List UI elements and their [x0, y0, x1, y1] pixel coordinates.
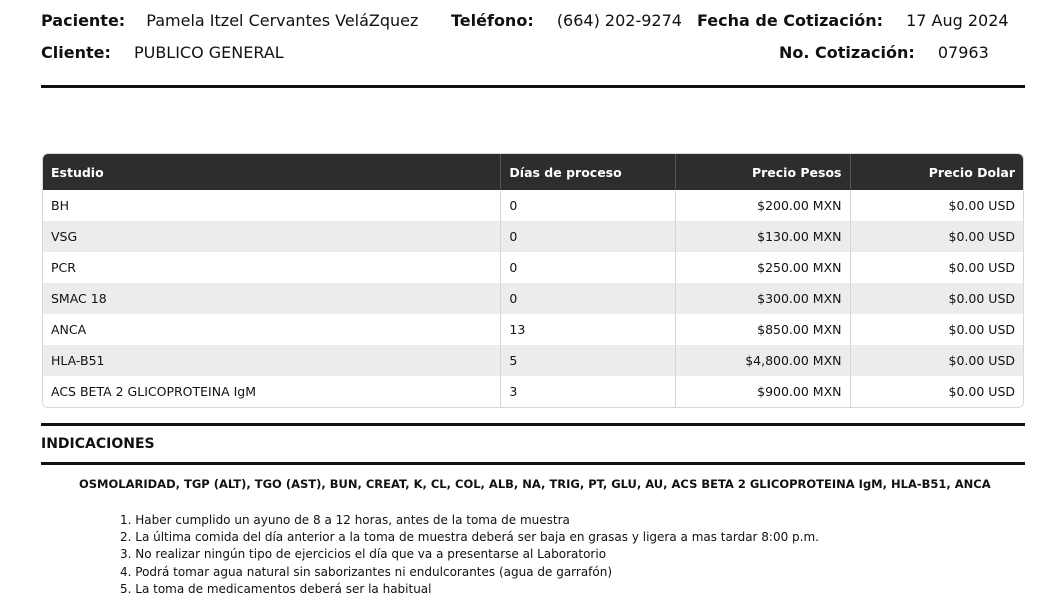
patient-name: Pamela Itzel Cervantes VeláZquez	[146, 11, 419, 30]
cell-price-usd: $0.00 USD	[948, 322, 1015, 337]
column-header-study: Estudio	[43, 154, 501, 190]
client-value: PUBLICO GENERAL	[133, 43, 284, 62]
indication-item: 5. La toma de medicamentos deberá ser la habitual	[120, 581, 432, 596]
table-row	[43, 314, 1023, 345]
table-divider	[41, 423, 1025, 426]
indications-title: INDICACIONES	[41, 436, 155, 452]
table-row	[43, 252, 1023, 283]
cell-price-mxn: $200.00 MXN	[676, 190, 851, 221]
column-header-price-mxn: Precio Pesos	[676, 154, 851, 190]
cell-price-usd: $0.00 USD	[948, 384, 1015, 399]
indication-item: 2. La última comida del día anterior a la toma de muestra deberá ser baja en grasas y ligera a mas tardar 8:00 p.m.	[120, 530, 819, 545]
cell-study: SMAC 18	[43, 283, 501, 314]
header-row-patient	[41, 11, 418, 30]
indication-item: 4. Podrá tomar agua natural sin saborizantes ni endulcorantes (agua de garrafón)	[120, 564, 613, 579]
cell-days: 5	[501, 345, 676, 376]
cell-study: VSG	[43, 221, 501, 252]
indication-item: 1. Haber cumplido un ayuno de 8 a 12 horas, antes de la toma de muestra	[120, 513, 570, 527]
header-phone	[451, 11, 682, 30]
date-value: 17 Aug 2024	[906, 11, 1009, 30]
phone-value: (664) 202-9274	[556, 11, 682, 30]
date-label: Fecha de Cotización:	[697, 11, 883, 30]
table-row	[43, 345, 1023, 376]
indications-divider	[41, 462, 1025, 465]
table-header-row	[43, 154, 1023, 190]
phone-label: Teléfono:	[451, 11, 534, 30]
header-quote-number	[779, 43, 989, 62]
quote-number-label: No. Cotización:	[779, 43, 915, 62]
cell-days: 13	[501, 314, 676, 345]
cell-study: ANCA	[43, 314, 501, 345]
cell-study: HLA-B51	[43, 345, 501, 376]
cell-days: 0	[501, 252, 676, 283]
cell-study: PCR	[43, 252, 501, 283]
cell-days: 0	[501, 221, 676, 252]
cell-price-usd: $0.00 USD	[851, 345, 1024, 376]
table-row	[43, 283, 1023, 314]
column-header-price-usd: Precio Dolar	[851, 154, 1024, 190]
indication-item: 3. No realizar ningún tipo de ejercicios el día que va a presentarse al Laboratorio	[120, 547, 607, 562]
header-date	[697, 11, 1009, 30]
cell-price-usd: $0.00 USD	[851, 221, 1024, 252]
client-label: Cliente:	[41, 43, 111, 62]
indications-list	[120, 512, 819, 598]
cell-price-usd: $0.00 USD	[948, 198, 1015, 213]
cell-price-mxn: $250.00 MXN	[676, 252, 851, 283]
cell-price-mxn: $300.00 MXN	[676, 283, 851, 314]
table-row	[43, 376, 1023, 407]
cell-price-usd: $0.00 USD	[948, 260, 1015, 275]
table-row	[43, 190, 1023, 221]
cell-price-mxn: $850.00 MXN	[676, 314, 851, 345]
header-row-client	[41, 43, 284, 62]
cell-price-mxn: $130.00 MXN	[676, 221, 851, 252]
cell-study: ACS BETA 2 GLICOPROTEINA IgM	[43, 376, 501, 407]
indications-studies: OSMOLARIDAD, TGP (ALT), TGO (AST), BUN, CREAT, K, CL, COL, ALB, NA, TRIG, PT, GLU, AU, ACS BETA 2 GLICOPROTEINA IgM, HLA-B51, ANCA	[79, 477, 991, 491]
column-header-days: Días de proceso	[501, 154, 676, 190]
cell-days: 3	[501, 376, 676, 407]
quote-number-value: 07963	[937, 43, 989, 62]
cell-days: 0	[501, 190, 676, 221]
cell-price-mxn: $900.00 MXN	[676, 376, 851, 407]
table-row	[43, 221, 1023, 252]
cell-study: BH	[43, 190, 501, 221]
patient-label: Paciente:	[41, 11, 126, 30]
studies-table	[42, 153, 1024, 408]
header-divider	[41, 85, 1025, 88]
cell-price-mxn: $4,800.00 MXN	[676, 345, 851, 376]
cell-price-usd: $0.00 USD	[851, 283, 1024, 314]
cell-days: 0	[501, 283, 676, 314]
